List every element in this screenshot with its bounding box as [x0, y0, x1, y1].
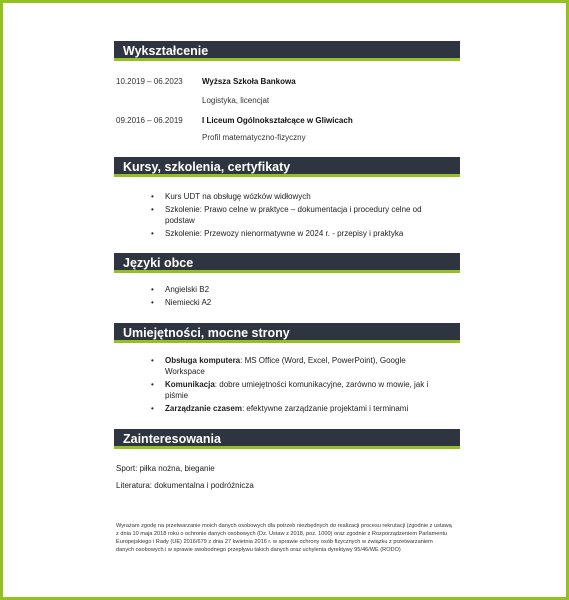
section-header-interests: Zainteresowania	[114, 429, 460, 449]
bullet-icon: •	[151, 356, 154, 365]
bullet-icon: •	[151, 229, 154, 238]
bullet-icon: •	[151, 285, 154, 294]
section-header-courses: Kursy, szkolenia, certyfikaty	[114, 157, 460, 177]
courses-list	[114, 191, 460, 241]
section-header-languages: Języki obce	[114, 253, 460, 273]
list-item: • Komunikacja: dobre umiejętności komunikacyjne, zarówno w mowie, jak i piśmie	[151, 380, 429, 400]
list-item: • Szkolenie: Przewozy nienormatywne w 2024 r. - przepisy i praktyka	[151, 229, 404, 238]
education-date: 10.2019 – 06.2023	[116, 77, 183, 86]
bullet-icon: •	[151, 192, 154, 201]
languages-list	[114, 284, 460, 310]
list-item: • Obsługa komputera: MS Office (Word, Excel, PowerPoint), Google Workspace	[151, 356, 406, 376]
interest-item: Literatura: dokumentalna i podróżnicza	[116, 481, 254, 490]
skills-list	[114, 355, 460, 416]
education-date: 09.2016 – 06.2019	[116, 116, 183, 125]
list-item: • Zarządzanie czasem: efektywne zarządzanie projektami i terminami	[151, 404, 409, 413]
list-item: • Kurs UDT na obsługę wózków widłowych	[151, 192, 311, 201]
education-school: I Liceum Ogólnokształcące w Gliwicach	[202, 116, 353, 125]
education-detail: Logistyka, licencjat	[202, 96, 270, 105]
section-header-education: Wykształcenie	[114, 41, 460, 61]
gdpr-clause: Wyrażam zgodę na przetwarzanie moich danych osobowych dla potrzeb niezbędnych do realizacji procesu rekrutacji (zgodnie z ustawą z dnia 10 maja 2018 roku o ochronie danych osobowych (Dz. Ustaw z 2018, poz. 1000) oraz zgodnie z Rozporządzeniem Parlamentu Europejskiego i Rady (UE) 2016/679 z dnia 27 kwietnia 2016 r. w sprawie ochrony osób fizycznych w związku z przetwarzaniem danych osobowych i w sprawie swobodnego przepływu takich danych oraz uchylenia dyrektywy 95/46/WE (RODO)	[116, 523, 452, 553]
education-detail: Profil matematyczno-fizyczny	[202, 133, 306, 142]
bullet-icon: •	[151, 205, 154, 214]
bullet-icon: •	[151, 380, 154, 389]
list-item: • Niemiecki A2	[151, 298, 212, 307]
section-header-skills: Umiejętności, mocne strony	[114, 323, 460, 343]
list-item: • Angielski B2	[151, 285, 210, 294]
interest-item: Sport: piłka nożna, bieganie	[116, 464, 215, 473]
bullet-icon: •	[151, 298, 154, 307]
list-item: • Szkolenie: Prawo celne w praktyce – dokumentacja i procedury celne od podstaw	[151, 205, 422, 225]
education-school: Wyższa Szkoła Bankowa	[202, 77, 296, 86]
bullet-icon: •	[151, 404, 154, 413]
